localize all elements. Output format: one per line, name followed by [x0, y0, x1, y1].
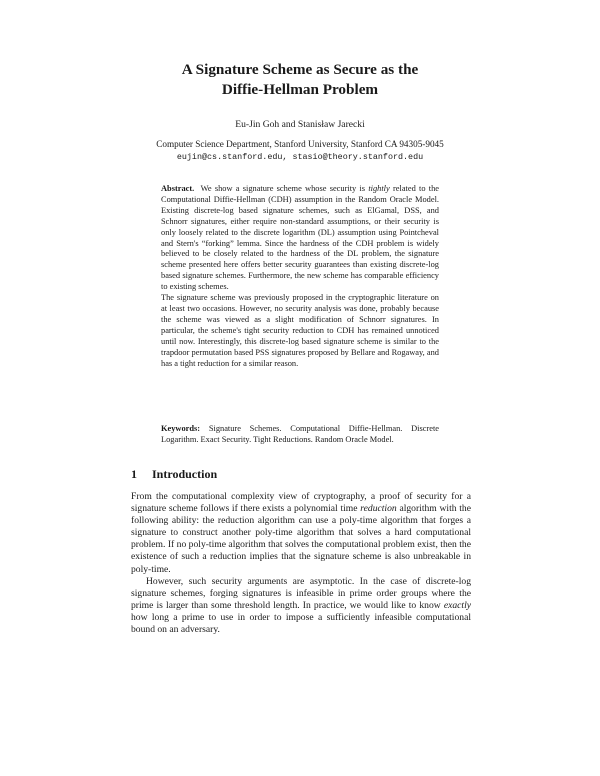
paper-title — [0, 60, 600, 100]
abstract-text-a: We show a signature scheme whose security is — [200, 184, 366, 193]
body-p1-text-a: From the computational complexity view of cryptography, a proof of security for a signature scheme follows if there exists a polynomial time — [131, 491, 471, 515]
title-line-2: Diffie-Hellman Problem — [221, 81, 379, 98]
body-paragraph-1 — [131, 491, 471, 576]
affiliation: Computer Science Department, Stanford University, Stanford CA 94305-9045 — [156, 139, 444, 149]
keywords — [161, 423, 439, 445]
abstract-paragraph-1 — [161, 184, 439, 293]
keywords-label: Keywords: — [161, 424, 201, 433]
body-p2-text-b: how long a prime to use in order to impose a sufficiently infeasible computational bound on an adversary. — [131, 611, 471, 636]
abstract-emphasis: tightly — [368, 184, 390, 193]
section-title: Introduction — [152, 467, 218, 481]
section-heading — [131, 467, 471, 482]
abstract-paragraph-2: The signature scheme was previously proposed in the cryptographic literature on at least two occasions. However, no security analysis was done, probably because the scheme was viewed as a slight modification of Schnorr signatures. In particular, the scheme's tight security reduction to CDH has remained unnoticed until now. Interestingly, this discrete-log based signature scheme is similar to the trapdoor permutation based PSS signatures proposed by Bellare and Rogaway, and has a tight reduction for a similar reason. — [161, 293, 439, 368]
author-list: Eu-Jin Goh and Stanisław Jarecki — [235, 119, 365, 130]
section-number: 1 — [131, 467, 137, 481]
body-p2-emphasis: exactly — [443, 599, 471, 611]
keywords-text: Signature Schemes. Computational Diffie-Hellman. Discrete Logarithm. Exact Security. Tight Reductions. Random Oracle Model. — [161, 424, 439, 444]
title-line-1: A Signature Scheme as Secure as the — [181, 61, 419, 78]
section-body — [131, 491, 471, 636]
body-p1-emphasis: reduction — [360, 503, 397, 515]
body-paragraph-2 — [131, 576, 471, 636]
abstract-label: Abstract. — [161, 184, 195, 193]
body-p1-text-b: algorithm with the following ability: the reduction algorithm can use a poly-time algorithm that forges a signature to construct another poly-time algorithm that solves a hard computational problem. If no poly-time algorithm that solves the computational problem exist, then the existence of such a reduction implies that the signature scheme is also unbreakable in poly-time. — [131, 503, 471, 575]
abstract-text-b: related to the Computational Diffie-Hellman (CDH) assumption in the Random Oracle Model. Existing discrete-log based signature schemes, such as ElGamal, DSS, and Schnorr signatures, either require non-standard assumptions, or their security is only loosely related to the discrete logarithm (DL) assumption using Pointcheval and Stern's “forking” lemma. Since the hardness of the CDH problem is widely believed to be closely related to the hardness of the DL problem, the signature scheme presented here offers better security guarantees than existing discrete-log based signature schemes. Furthermore, the new scheme has comparable efficiency to existing schemes. — [161, 184, 440, 292]
body-p2-text-a: However, such security arguments are asymptotic. In the case of discrete-log signature schemes, forging signatures is infeasible in prime order groups where the prime is larger than some threshold length. In practice, we would like to know — [131, 575, 471, 611]
author-emails: eujin@cs.stanford.edu, stasio@theory.stanford.edu — [176, 152, 424, 162]
abstract — [161, 184, 439, 369]
